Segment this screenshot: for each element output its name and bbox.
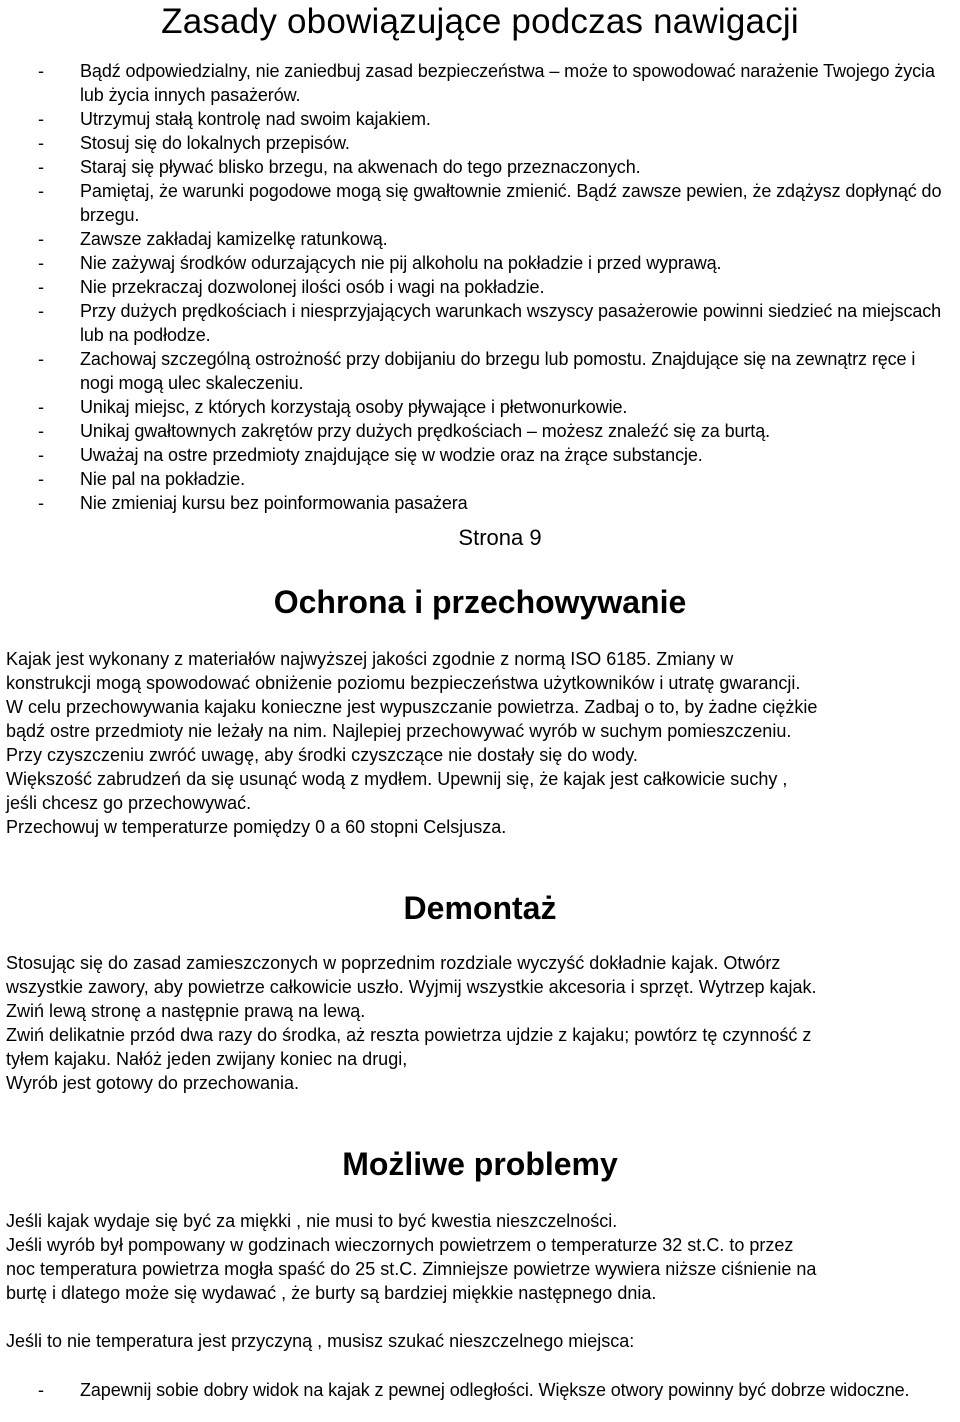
- dismantle-text: [6, 951, 956, 1095]
- text-line: Jeśli wyrób był pompowany w godzinach wieczornych powietrzem o temperaturze 32 st.C. to przez: [6, 1235, 794, 1255]
- text-line: jeśli chcesz go przechowywać.: [6, 793, 252, 813]
- list-item: - Unikaj gwałtownych zakrętów przy dużych prędkościach – możesz znaleźć się za burtą.: [38, 421, 771, 441]
- text-line: noc temperatura powietrza mogła spaść do 25 st.C. Zimniejsze powietrze wywiera niższe ciśnienie na: [6, 1259, 817, 1279]
- text-line: Większość zabrudzeń da się usunąć wodą z mydłem. Upewnij się, że kajak jest całkowicie suchy ,: [6, 769, 788, 789]
- list-item: - Nie zażywaj środków odurzających nie pij alkoholu na pokładzie i przed wyprawą.: [38, 253, 722, 273]
- list-item: - Zawsze zakładaj kamizelkę ratunkową.: [38, 229, 388, 249]
- navigation-rules-list: [38, 59, 953, 515]
- list-item: - Unikaj miejsc, z których korzystają osoby pływające i płetwonurkowie.: [38, 397, 628, 417]
- list-item: - Przy dużych prędkościach i niesprzyjających warunkach wszyscy pasażerowie powinni siedzieć na miejscach lub na podłodze.: [38, 301, 942, 345]
- text-line: Kajak jest wykonany z materiałów najwyższej jakości zgodnie z normą ISO 6185. Zmiany w: [6, 649, 734, 669]
- list-item: - Utrzymuj stałą kontrolę nad swoim kajakiem.: [38, 109, 431, 129]
- text-line: burtę i dlatego może się wydawać , że burty są bardziej miękkie następnego dnia.: [6, 1283, 657, 1303]
- page-number: Strona 9: [458, 525, 542, 550]
- list-item: - Uważaj na ostre przedmioty znajdujące się w wodzie oraz na żrące substancje.: [38, 445, 703, 465]
- navigation-title: Zasady obowiązujące podczas nawigacji: [161, 2, 799, 41]
- text-line: Jeśli to nie temperatura jest przyczyną , musisz szukać nieszczelnego miejsca:: [6, 1331, 635, 1351]
- list-item: - Nie zmieniaj kursu bez poinformowania pasażera: [38, 493, 468, 513]
- protection-title: Ochrona i przechowywanie: [273, 584, 687, 620]
- text-line: W celu przechowywania kajaku konieczne jest wypuszczanie powietrza. Zadbaj o to, by żadne ciężkie: [6, 697, 818, 717]
- list-item: - Staraj się pływać blisko brzegu, na akwenach do tego przeznaczonych.: [38, 157, 641, 177]
- text-line: Wyrób jest gotowy do przechowania.: [6, 1073, 299, 1093]
- text-line: Zwiń lewą stronę a następnie prawą na lewą.: [6, 1001, 366, 1021]
- text-line: Stosując się do zasad zamieszczonych w poprzednim rozdziale wyczyść dokładnie kajak. Otwórz: [6, 953, 781, 973]
- problems-text: [6, 1209, 956, 1305]
- list-item: - Zapewnij sobie dobry widok na kajak z pewnej odległości. Większe otwory powinny być dobrze widoczne.: [38, 1380, 910, 1400]
- text-line: Przechowuj w temperaturze pomiędzy 0 a 60 stopni Celsjusza.: [6, 817, 507, 837]
- problems-list: [38, 1378, 953, 1402]
- text-line: Zwiń delikatnie przód dwa razy do środka, aż reszta powietrza ujdzie z kajaku; powtórz tę czynność z: [6, 1025, 812, 1045]
- list-item: - Zachowaj szczególną ostrożność przy dobijaniu do brzegu lub pomostu. Znajdujące się na zewnątrz ręce i nogi mogą ulec skaleczeniu.: [38, 349, 916, 393]
- text-line: konstrukcji mogą spowodować obniżenie poziomu bezpieczeństwa użytkowników i utratę gwarancji.: [6, 673, 801, 693]
- list-item: - Nie pal na pokładzie.: [38, 469, 246, 489]
- text-line: Jeśli kajak wydaje się być za miękki , nie musi to być kwestia nieszczelności.: [6, 1211, 618, 1231]
- protection-text: [6, 647, 956, 839]
- list-item: - Pamiętaj, że warunki pogodowe mogą się gwałtownie zmienić. Bądź zawsze pewien, że zdążysz dopłynąć do brzegu.: [38, 181, 942, 225]
- text-line: bądź ostre przedmioty nie leżały na nim. Najlepiej przechowywać wyrób w suchym pomieszczeniu.: [6, 721, 792, 741]
- text-line: wszystkie zawory, aby powietrze całkowicie uszło. Wyjmij wszystkie akcesoria i sprzęt. Wytrzep kajak.: [6, 977, 817, 997]
- list-item: - Stosuj się do lokalnych przepisów.: [38, 133, 350, 153]
- text-line: tyłem kajaku. Nałóż jeden zwijany koniec na drugi,: [6, 1049, 408, 1069]
- problems-title: Możliwe problemy: [342, 1146, 618, 1182]
- list-item: - Bądź odpowiedzialny, nie zaniedbuj zasad bezpieczeństwa – może to spowodować narażenie Twojego życia lub życia innych pasażerów.: [38, 61, 935, 105]
- list-item: - Nie przekraczaj dozwolonej ilości osób i wagi na pokładzie.: [38, 277, 545, 297]
- text-line: Przy czyszczeniu zwróć uwagę, aby środki czyszczące nie dostały się do wody.: [6, 745, 638, 765]
- dismantle-title: Demontaż: [403, 890, 557, 926]
- problems-intro: [6, 1329, 956, 1353]
